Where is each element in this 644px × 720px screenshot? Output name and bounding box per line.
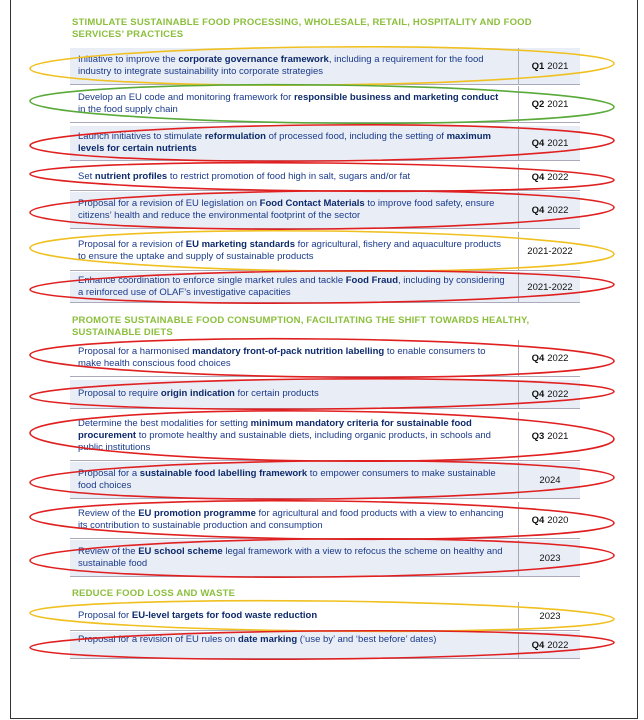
quarter-label: Q2: [531, 98, 545, 110]
description-text: for agricultural, fishery and aquaculture products to ensure the uptake and supply of sustainable products: [78, 239, 501, 262]
table-row: [70, 86, 580, 123]
table-row: [70, 232, 580, 271]
description-text: Proposal for a revision of: [78, 239, 186, 250]
year-label: 2022: [547, 352, 569, 364]
description-text: (‘use by’ and ‘best before’ dates): [297, 634, 437, 645]
action-description: [78, 634, 508, 646]
quarter-label: Q4: [531, 204, 545, 216]
table-row: [70, 462, 580, 499]
action-description: [78, 346, 508, 370]
table-row: [70, 502, 580, 539]
table-row: [70, 412, 580, 461]
action-description: [78, 198, 508, 222]
action-description: [78, 468, 508, 492]
description-emphasis: mandatory front-of-pack nutrition labelling: [192, 346, 385, 357]
year-label: 2022: [547, 171, 569, 183]
action-description: [78, 171, 508, 183]
action-description: [78, 546, 508, 570]
year-label: 2023: [539, 552, 561, 564]
description-text: to improve food safety, ensure citizens’ health and reduce the environmental footprint of the sector: [78, 198, 495, 221]
action-description: [78, 508, 508, 532]
table-row: [70, 340, 580, 377]
table-row: [70, 192, 580, 229]
description-emphasis: EU-level targets for food waste reduction: [131, 610, 318, 621]
description-emphasis: sustainable food labelling framework: [139, 468, 308, 479]
description-emphasis: EU school scheme: [138, 546, 223, 557]
action-description: [78, 54, 508, 78]
quarter-label: Q3: [531, 430, 545, 442]
table-row: [70, 164, 580, 191]
year-label: 2021: [547, 137, 569, 149]
description-emphasis: Food Contact Materials: [259, 198, 365, 209]
timeline-cell: [518, 340, 581, 376]
year-label: 2022: [547, 204, 569, 216]
section-title-processing: STIMULATE SUSTAINABLE FOOD PROCESSING, WHOLESALE, RETAIL, HOSPITALITY AND FOOD SERVICES’ PRACTICES: [72, 17, 532, 40]
timeline-cell: [518, 380, 581, 408]
quarter-label: Q4: [531, 388, 545, 400]
description-text: Review of the: [78, 546, 139, 557]
description-text: Set: [78, 171, 95, 182]
description-emphasis: Food Fraud: [345, 275, 398, 286]
timeline-cell: [518, 164, 581, 190]
timeline-cell: [518, 412, 581, 460]
action-description: [78, 275, 508, 299]
action-description: [78, 92, 508, 116]
description-emphasis: origin indication: [160, 388, 235, 399]
timeline-cell: [518, 462, 581, 498]
timeline-cell: [518, 272, 581, 302]
description-text: Launch initiatives to stimulate: [78, 131, 205, 142]
section-title-food-waste: REDUCE FOOD LOSS AND WASTE: [72, 588, 236, 599]
description-text: Initiative to improve the: [78, 54, 179, 65]
description-text: Determine the best modalities for setting: [78, 418, 251, 429]
quarter-label: Q4: [531, 514, 545, 526]
description-emphasis: EU marketing standards: [185, 239, 296, 250]
description-text: Review of the: [78, 508, 139, 519]
description-text: , including by considering a reinforced use of OLAF’s investigative capacities: [78, 275, 505, 298]
table-row: [70, 602, 580, 631]
table-row: [70, 380, 580, 409]
year-label: 2021-2022: [527, 245, 573, 257]
description-text: legal framework with a view to refocus the scheme on healthy and sustainable food: [78, 546, 503, 569]
timeline-cell: [518, 232, 581, 270]
action-description: [78, 388, 508, 400]
year-label: 2020: [547, 514, 569, 526]
table-row: [70, 48, 580, 85]
description-text: , including a requirement for the food industry to integrate sustainability into corporate strategies: [78, 54, 484, 77]
timeline-cell: [518, 632, 581, 658]
year-label: 2021: [547, 430, 569, 442]
description-text: to empower consumers to make sustainable food choices: [78, 468, 496, 491]
timeline-cell: [518, 502, 581, 538]
timeline-cell: [518, 602, 581, 630]
description-emphasis: maximum levels for certain nutrients: [78, 131, 491, 154]
quarter-label: Q1: [531, 60, 545, 72]
description-text: Proposal for a harmonised: [78, 346, 193, 357]
table-row: [70, 632, 580, 659]
description-text: Develop an EU code and monitoring framework for: [78, 92, 294, 103]
table-row: [70, 272, 580, 303]
year-label: 2024: [539, 474, 561, 486]
quarter-label: Q4: [531, 639, 545, 651]
description-emphasis: date marking: [238, 634, 298, 645]
description-text: to restrict promotion of food high in salt, sugars and/or fat: [167, 171, 411, 182]
action-description: [78, 239, 508, 263]
description-text: Proposal to require: [78, 388, 161, 399]
table-row: [70, 126, 580, 161]
year-label: 2022: [547, 639, 569, 651]
section-title-consumption: PROMOTE SUSTAINABLE FOOD CONSUMPTION, FACILITATING THE SHIFT TOWARDS HEALTHY, SUSTAINABLE DIETS: [72, 315, 530, 338]
year-label: 2021-2022: [527, 281, 573, 293]
description-text: for agricultural and food products with a view to enhancing its contribution to sustainable production and consumption: [78, 508, 504, 531]
quarter-label: Q4: [531, 352, 545, 364]
description-emphasis: minimum mandatory criteria for sustainable food procurement: [78, 418, 472, 441]
description-text: in the food supply chain: [78, 104, 178, 115]
description-text: of processed food, including the setting of: [265, 131, 447, 142]
description-text: Enhance coordination to enforce single market rules and tackle: [78, 275, 346, 286]
description-text: to promote healthy and sustainable diets, including organic products, in schools and public institutions: [78, 430, 491, 453]
year-label: 2021: [547, 60, 569, 72]
description-text: Proposal for a revision of EU rules on: [78, 634, 238, 645]
description-text: for certain products: [234, 388, 319, 399]
timeline-cell: [518, 48, 581, 84]
description-emphasis: EU promotion programme: [138, 508, 256, 519]
year-label: 2023: [539, 610, 561, 622]
description-text: Proposal for: [78, 610, 132, 621]
description-emphasis: responsible business and marketing conduct: [293, 92, 499, 103]
timeline-cell: [518, 86, 581, 122]
timeline-cell: [518, 540, 581, 576]
description-text: Proposal for a revision of EU legislation on: [78, 198, 260, 209]
description-text: Proposal for a: [78, 468, 140, 479]
description-emphasis: corporate governance framework: [178, 54, 329, 65]
timeline-cell: [518, 126, 581, 160]
action-description: [78, 131, 508, 155]
description-emphasis: nutrient profiles: [94, 171, 168, 182]
quarter-label: Q4: [531, 171, 545, 183]
description-text: to enable consumers to make health conscious food choices: [78, 346, 486, 369]
year-label: 2022: [547, 388, 569, 400]
table-row: [70, 540, 580, 577]
quarter-label: Q4: [531, 137, 545, 149]
description-emphasis: reformulation: [204, 131, 266, 142]
timeline-cell: [518, 192, 581, 228]
year-label: 2021: [547, 98, 569, 110]
action-description: [78, 418, 508, 454]
action-description: [78, 610, 508, 622]
